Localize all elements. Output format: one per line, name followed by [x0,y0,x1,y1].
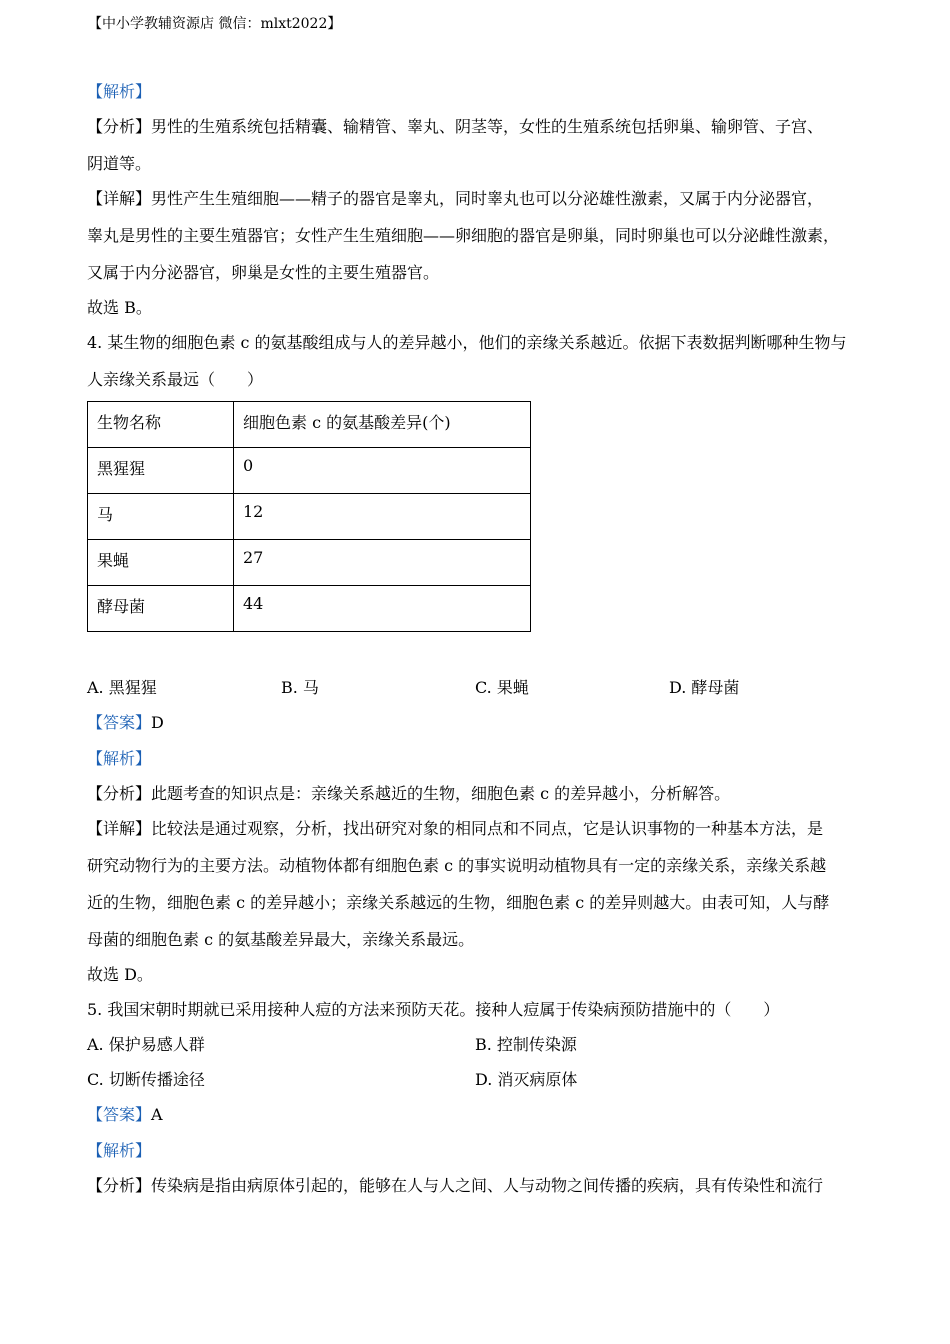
q3-fenxi-line2: 阴道等。 [87,154,152,173]
q4-xiangjie-line1 [87,819,823,839]
q4-conclusion: 故选 D。 [87,965,153,984]
q4-option-a: A. 黑猩猩 [87,678,157,697]
q4-xiangjie-line2: 研究动物行为的主要方法。动植物体都有细胞色素 c 的事实说明动植物具有一定的亲缘关系，亲缘关系越 [87,856,827,875]
q5-option-a: A. 保护易感人群 [87,1035,205,1054]
q3-fenxi-text1: 男性的生殖系统包括精囊、输精管、睾丸、阴茎等，女性的生殖系统包括卵巢、输卵管、子宫、 [151,117,824,136]
q5-option-b: B. 控制传染源 [475,1035,577,1054]
q3-xiangjie-line2: 睾丸是男性的主要生殖器官；女性产生生殖细胞——卵细胞的器官是卵巢，同时卵巢也可以分泌雌性激素， [87,226,840,245]
q5-fenxi-text: 传染病是指由病原体引起的，能够在人与人之间、人与动物之间传播的疾病，具有传染性和流行 [151,1176,824,1195]
table-cell: 酵母菌 [88,586,234,632]
q5-fenxi-line [87,1176,823,1196]
watermark: 【中小学教辅资源店 微信：mlxt2022】 [88,16,342,32]
q3-xiangjie-line1 [87,189,823,209]
table-row [88,586,531,632]
table-row [88,540,531,586]
q5-stem: 5. 我国宋朝时期就已采用接种人痘的方法来预防天花。接种人痘属于传染病预防措施中的（ ） [87,1000,780,1019]
q3-fenxi-label: 【分析】 [87,117,152,136]
q3-conclusion: 故选 B。 [87,298,152,317]
q4-stem-line2: 人亲缘关系最远（ ） [87,370,264,389]
table-cell: 果蝇 [88,540,234,586]
table-cell: 0 [234,448,531,494]
q5-option-d: D. 消灭病原体 [475,1070,578,1089]
q4-fenxi-text: 此题考查的知识点是：亲缘关系越近的生物，细胞色素 c 的差异越小，分析解答。 [151,784,731,803]
q4-xiangjie-line3: 近的生物，细胞色素 c 的差异越小；亲缘关系越远的生物，细胞色素 c 的差异则越大。由表可知，人与酵 [87,893,830,912]
q4-fenxi-line [87,784,730,804]
q3-fenxi-line1 [87,117,823,137]
q4-fenxi-label: 【分析】 [87,784,152,803]
table-cell: 44 [234,586,531,632]
q4-xiangjie-text1: 比较法是通过观察，分析，找出研究对象的相同点和不同点，它是认识事物的一种基本方法，是 [151,819,824,838]
table-row [88,494,531,540]
q3-xiangjie-label: 【详解】 [87,189,152,208]
q4-option-b: B. 马 [281,678,319,697]
q4-xiangjie-line4: 母菌的细胞色素 c 的氨基酸差异最大，亲缘关系最远。 [87,930,475,949]
table-row [88,448,531,494]
table-cell: 12 [234,494,531,540]
table-cell: 黑猩猩 [88,448,234,494]
q4-option-d: D. 酵母菌 [669,678,740,697]
q3-xiangjie-text1: 男性产生生殖细胞——精子的器官是睾丸，同时睾丸也可以分泌雄性激素，又属于内分泌器官， [151,189,824,208]
q4-answer-value: D [151,713,164,732]
q5-fenxi-label: 【分析】 [87,1176,152,1195]
q5-answer-value: A [151,1105,163,1124]
q4-answer-label: 【答案】 [87,713,152,732]
table-cell: 27 [234,540,531,586]
q5-option-c: C. 切断传播途径 [87,1070,205,1089]
q3-xiangjie-line3: 又属于内分泌器官，卵巢是女性的主要生殖器官。 [87,263,440,282]
q3-jiexi-label: 【解析】 [87,82,152,101]
cytochrome-table [87,401,531,632]
q4-xiangjie-label: 【详解】 [87,819,152,838]
q4-jiexi-label: 【解析】 [87,749,152,768]
table-header-cell: 生物名称 [88,402,234,448]
q4-stem-line1: 4. 某生物的细胞色素 c 的氨基酸组成与人的差异越小，他们的亲缘关系越近。依据下表数据判断哪种生物与 [87,333,847,352]
table-cell: 马 [88,494,234,540]
q4-option-c: C. 果蝇 [475,678,529,697]
q5-answer-line [87,1105,163,1125]
table-header-row [88,402,531,448]
table-header-cell: 细胞色素 c 的氨基酸差异(个) [234,402,531,448]
q4-answer-line [87,713,164,733]
q5-jiexi-label: 【解析】 [87,1141,152,1160]
q5-answer-label: 【答案】 [87,1105,152,1124]
